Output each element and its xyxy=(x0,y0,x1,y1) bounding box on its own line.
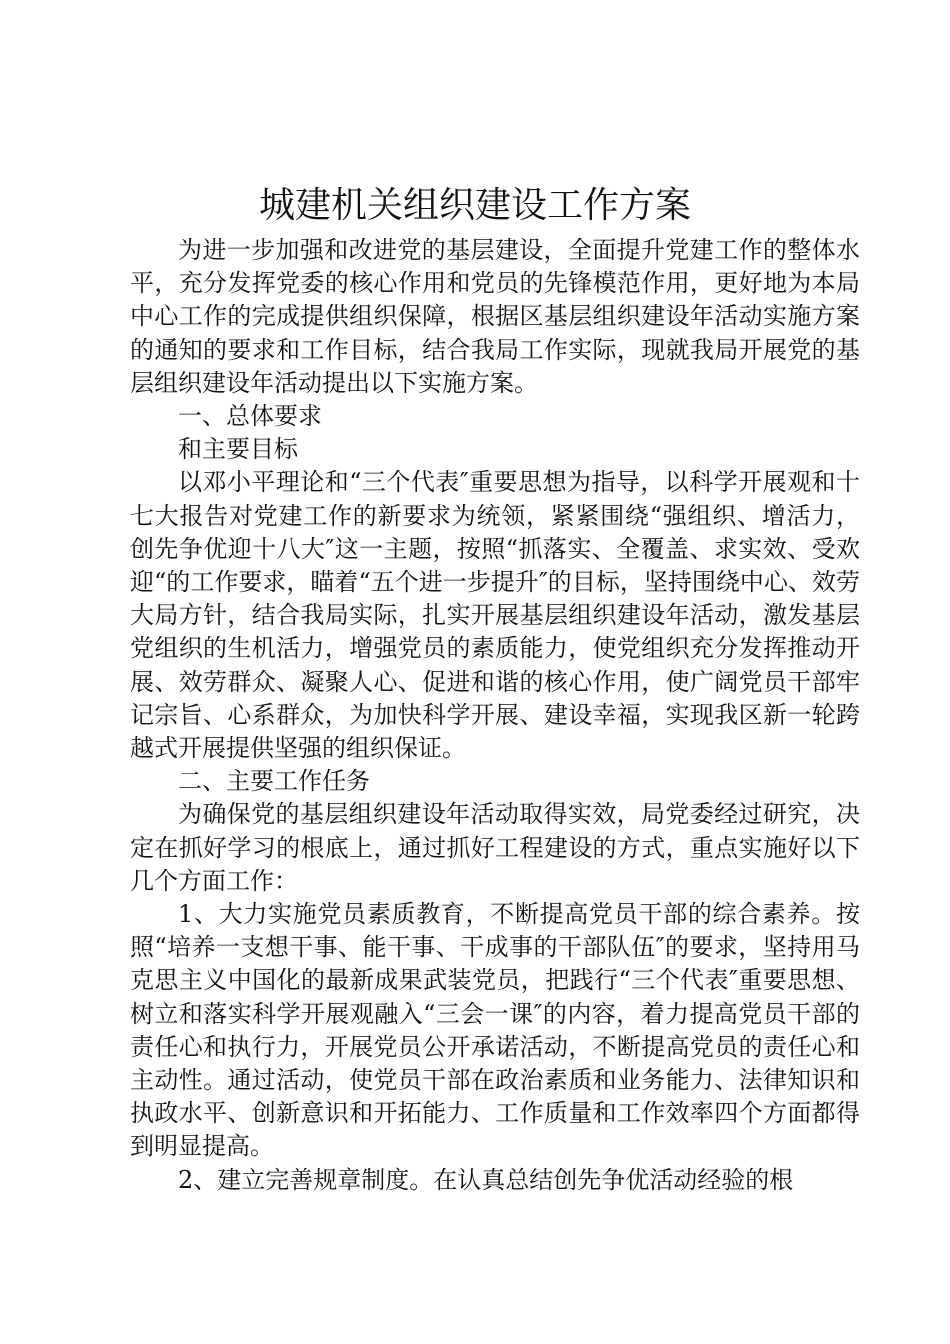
tasks-intro-paragraph: 为确保党的基层组织建设年活动取得实效，局党委经过研究，决定在抓好学习的根底上，通过抓好工程建设的方式，重点实施好以下几个方面工作： xyxy=(130,800,860,895)
section-subheading-goals: 和主要目标 xyxy=(178,435,298,464)
section-heading-tasks: 二、主要工作任务 xyxy=(178,767,370,796)
document-title: 城建机关组织建设工作方案 xyxy=(258,185,691,226)
guideline-paragraph: 以邓小平理论和“三个代表″重要思想为指导，以科学开展观和十七大报告对党建工作的新要求为统领，紧紧围绕“强组织、增活力，创先争优迎十八大″这一主题，按照“抓落实、全覆盖、求实效、受欢迎“的工作要求，瞄着“五个进一步提升″的目标，坚持围绕中心、效劳大局方针，结合我局实际，扎实开展基层组织建设年活动，激发基层党组织的生机活力，增强党员的素质能力，使党组织充分发挥推动开展、效劳群众、凝聚人心、促进和谐的核心作用，使广阔党员干部牢记宗旨、心系群众，为加快科学开展、建设幸福，实现我区新一轮跨越式开展提供坚强的组织保证。 xyxy=(130,468,860,763)
document-body xyxy=(130,234,860,1197)
task-2-paragraph: 2、建立完善规章制度。在认真总结创先争优活动经验的根 xyxy=(178,1165,794,1194)
intro-paragraph: 为进一步加强和改进党的基层建设，全面提升党建工作的整体水平，充分发挥党委的核心作用和党员的先锋模范作用，更好地为本局中心工作的完成提供组织保障，根据区基层组织建设年活动实施方案的通知的要求和工作目标，结合我局工作实际，现就我局开展党的基层组织建设年活动提出以下实施方案。 xyxy=(130,236,860,397)
section-heading-general: 一、总体要求 xyxy=(178,402,322,431)
task-1-paragraph: 1、大力实施党员素质教育，不断提高党员干部的综合素养。按照“培养一支想干事、能干事、干成事的干部队伍″的要求，坚持用马克思主义中国化的最新成果武装党员，把践行“三个代表″重要思想、树立和落实科学开展观融入“三会一课″的内容，着力提高党员干部的责任心和执行力，开展党员公开承诺活动，不断提高党员的责任心和主动性。通过活动，使党员干部在政治素质和业务能力、法律知识和执政水平、创新意识和开拓能力、工作质量和工作效率四个方面都得到明显提高。 xyxy=(130,900,860,1161)
